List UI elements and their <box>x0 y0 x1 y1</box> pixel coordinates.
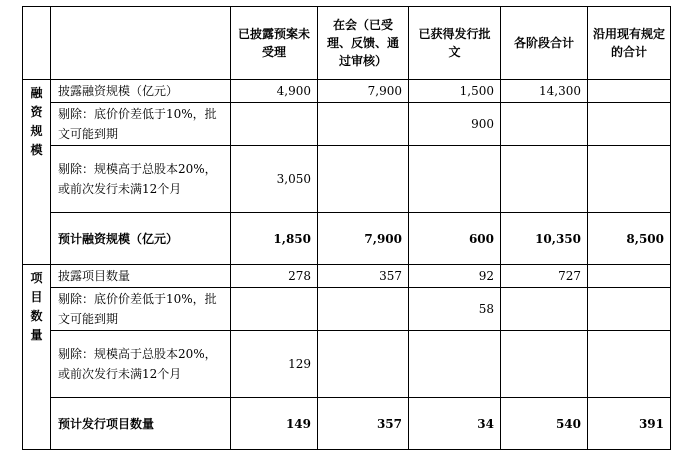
cell-c2 <box>318 146 409 213</box>
cell-c2: 7,900 <box>318 213 409 265</box>
section-label-projects: 项目数量 <box>23 265 51 450</box>
row-label: 剔除：规模高于总股本20%，或前次发行未满12个月 <box>51 331 231 398</box>
cell-c1: 129 <box>231 331 318 398</box>
cell-c2: 357 <box>318 265 409 288</box>
cell-c4: 540 <box>501 398 588 450</box>
table-row <box>23 331 671 398</box>
financing-table <box>22 6 671 450</box>
row-label: 剔除：底价价差低于10%，批文可能到期 <box>51 288 231 331</box>
cell-c5: 391 <box>588 398 671 450</box>
header-col-5: 沿用现有规定的合计 <box>588 7 671 80</box>
cell-c3: 900 <box>409 103 501 146</box>
cell-c5 <box>588 103 671 146</box>
table-row <box>23 213 671 265</box>
cell-c5 <box>588 331 671 398</box>
cell-c4: 10,350 <box>501 213 588 265</box>
table-row <box>23 398 671 450</box>
cell-c4 <box>501 288 588 331</box>
table-row <box>23 146 671 213</box>
row-label: 预计融资规模（亿元） <box>51 213 231 265</box>
row-label: 剔除：规模高于总股本20%，或前次发行未满12个月 <box>51 146 231 213</box>
header-label-col <box>51 7 231 80</box>
cell-c1: 1,850 <box>231 213 318 265</box>
cell-c3 <box>409 331 501 398</box>
cell-c1: 278 <box>231 265 318 288</box>
section-label-financing: 融资规模 <box>23 80 51 265</box>
table-row <box>23 80 671 103</box>
cell-c3: 34 <box>409 398 501 450</box>
cell-c1 <box>231 103 318 146</box>
header-col-2: 在会（已受理、反馈、通过审核） <box>318 7 409 80</box>
cell-c1: 149 <box>231 398 318 450</box>
cell-c4 <box>501 103 588 146</box>
table-row <box>23 288 671 331</box>
cell-c4 <box>501 331 588 398</box>
cell-c5 <box>588 80 671 103</box>
cell-c1 <box>231 288 318 331</box>
cell-c3 <box>409 146 501 213</box>
table-row <box>23 265 671 288</box>
cell-c2 <box>318 288 409 331</box>
row-label: 剔除：底价价差低于10%，批文可能到期 <box>51 103 231 146</box>
cell-c2: 7,900 <box>318 80 409 103</box>
header-col-4: 各阶段合计 <box>501 7 588 80</box>
cell-c1: 4,900 <box>231 80 318 103</box>
header-row <box>23 7 671 80</box>
cell-c4: 727 <box>501 265 588 288</box>
cell-c2: 357 <box>318 398 409 450</box>
cell-c3: 92 <box>409 265 501 288</box>
cell-c4 <box>501 146 588 213</box>
row-label: 预计发行项目数量 <box>51 398 231 450</box>
header-corner <box>23 7 51 80</box>
cell-c2 <box>318 331 409 398</box>
cell-c3: 58 <box>409 288 501 331</box>
header-col-3: 已获得发行批文 <box>409 7 501 80</box>
header-col-1: 已披露预案未受理 <box>231 7 318 80</box>
cell-c5 <box>588 265 671 288</box>
cell-c3: 1,500 <box>409 80 501 103</box>
cell-c5 <box>588 288 671 331</box>
table-row <box>23 103 671 146</box>
cell-c5 <box>588 146 671 213</box>
row-label: 披露融资规模（亿元） <box>51 80 231 103</box>
cell-c5: 8,500 <box>588 213 671 265</box>
cell-c1: 3,050 <box>231 146 318 213</box>
cell-c3: 600 <box>409 213 501 265</box>
row-label: 披露项目数量 <box>51 265 231 288</box>
cell-c4: 14,300 <box>501 80 588 103</box>
cell-c2 <box>318 103 409 146</box>
